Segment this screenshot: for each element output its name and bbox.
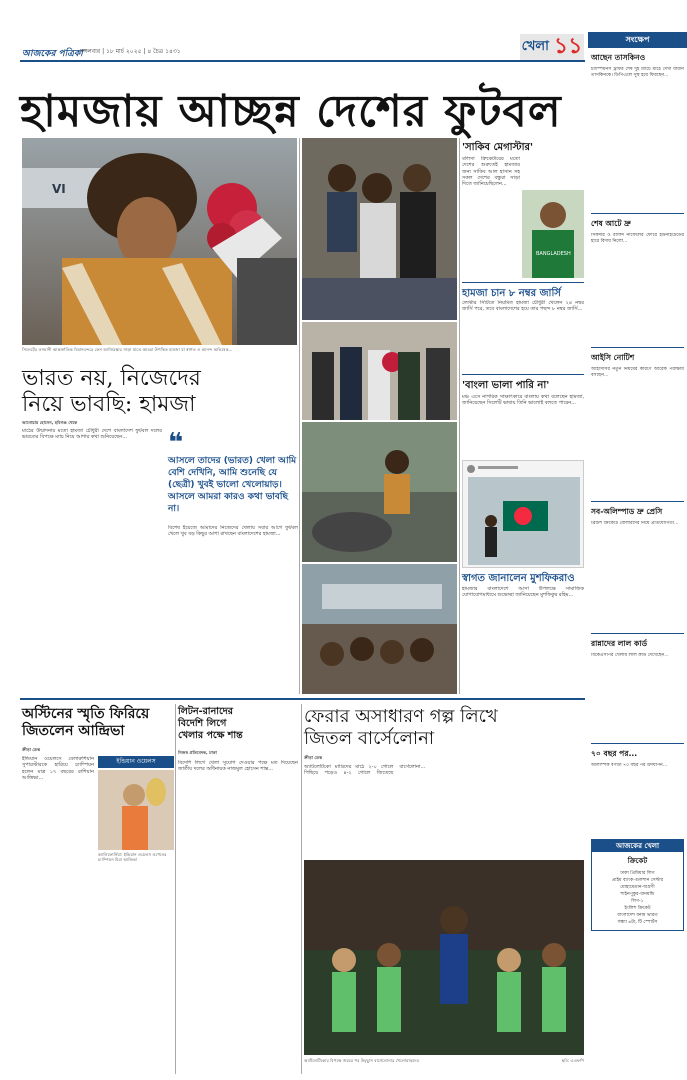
story7-body: বিদেশি লিগে খেলা সুযোগ দেওয়ার পক্ষে মত দিয়েছেন জাতীয় দলের অধিনায়ক নাজমুল হোসেন শান্ত... <box>178 760 298 773</box>
sidebar-item-body: অলিম্পিক বর্ণাঢ্য ৭০ বছর পর উদযাপন... <box>591 763 668 768</box>
story8-byline: ক্রীড়া ডেস্ক <box>304 755 323 760</box>
date-line: মঙ্গলবার | ১৮ মার্চ ২০২৫ | ৪ চৈত্র ১৪৩১ <box>80 48 181 55</box>
story1-body-left: মাঠের উন্মাদনার মতো হামজা চৌধুরী দেশে বাংলাদেশ ফুটবল দলের ভারতের বিপক্ষে ম্যাচ নিয়ে আশার কথা শুনিয়েছেন... <box>22 428 162 441</box>
story5-headline: স্বাগত জানালেন মুশফিকরাও <box>462 573 575 584</box>
main-photo <box>22 138 297 345</box>
svg-text:VI: VI <box>52 182 66 196</box>
story4-headline: 'বাংলা ভালা পারি না' <box>462 380 550 391</box>
story2-headline: 'সাকিব মেগাস্টার' <box>462 142 534 153</box>
sidebar-item-body: ব্রিটিশ ক্রিকেটে বোলারদের নিয়ে প্রতিযোগিতা... <box>591 521 679 526</box>
story8-headline-line2: জিতল বার্সেলোনা <box>304 728 435 749</box>
fixture-item: সন্ধ্যা ৬টা, টি স্পোর্টস <box>617 920 658 925</box>
sidebar-item-body: চ্যাম্পিয়নস ট্রফির শেষ দুই ম্যাচে মাঠে দেখা যায়নি তাসকিনকে। ডিপিএলে সুস্থ হয়ে ফিরছেন... <box>591 67 684 78</box>
sidebar-item-body: সিকদার ও রাফিদ নাফেলের ফোরে ইউনাইটেডের হারে বিদায় নিলো... <box>591 233 684 244</box>
story1-headline-line2: নিয়ে ভাবছি: হামজা <box>22 392 196 417</box>
today-sport: ক্রিকেট <box>627 857 648 865</box>
fixture-item: ইংলিশ ক্রিকেট <box>624 906 651 911</box>
section-label: খেলা <box>521 39 549 54</box>
sidebar-item-title: শেষ আটে দ্রু <box>591 219 631 228</box>
sidebar-separator <box>591 501 684 502</box>
section-rule <box>20 698 585 700</box>
sidebar-separator <box>591 213 684 214</box>
social-post-photo <box>462 460 584 568</box>
story1-headline-line1: ভারত নয়, নিজেদের <box>22 366 201 391</box>
sidebar-item-body: আইসিসির নতুন নিয়মের কারণে আরেক পরীক্ষায় বসছেন... <box>591 367 684 378</box>
andreeva-photo <box>98 770 174 850</box>
quote-icon: ❝ <box>168 428 184 458</box>
col-divider-3 <box>175 704 176 1074</box>
story6-headline-line2: জিতলেন আন্দ্রিভা <box>22 723 125 739</box>
story7-headline-line2: বিদেশি লিগে <box>178 718 227 729</box>
photo-credit: ছবি: এএফপি <box>561 1058 584 1063</box>
sidebar-item-body: বিকেএসপির খেলায় লাল কার্ড দেখেছেন... <box>591 653 669 658</box>
sidebar-item-title: ৭০ বছর পর... <box>591 749 638 758</box>
collage-photo-1 <box>302 138 457 320</box>
sidebar-separator <box>591 633 684 634</box>
today-box <box>591 839 684 931</box>
main-headline: হামজায় আচ্ছন্ন দেশের ফুটবল <box>20 86 562 137</box>
sidebar <box>588 32 687 1080</box>
sidebar-separator <box>591 743 684 744</box>
story2-body: বলিসা ক্রিকেটারের মতো দেশের শুরুতেই হামজার জন্য সাকিব আল হাসান সহ সকল দেশের বন্ধুরা সাড়া দিতে জানিয়েছিলেন... <box>462 156 520 188</box>
story3-body: লেস্টার সিটিতে নিয়মিত হামজা চৌধুরী খেলেন ২৪ নম্বর জার্সি পরে, তবে বাংলাদেশের হয়ে তার পছন্দ ৮ নম্বর জার্সি... <box>462 300 584 313</box>
col-divider-1 <box>299 138 300 694</box>
story4-body: মঞ্চ এসে নাগরিক সাক্ষাৎকারে বাংলায় কথা বলেছেন হামজা, জানিয়েছেন সিলেটি ভাষায় তিনি ভালোই বলতে পারেন... <box>462 394 584 407</box>
sidebar-item-title: রান্নাদের লাল কার্ড <box>591 639 648 648</box>
fixture-item: শাইনপুকুর-ধানমন্ডি <box>620 892 655 897</box>
rule-1 <box>462 282 584 283</box>
collage-photo-4 <box>302 564 457 694</box>
fixtures-list <box>592 870 683 930</box>
story1-body-right: বিশেষ ইয়েজে আমাদের নিজেদের খেলায় সবার আগে ফুটবল খেলে খুব বড় কিছুর আশা রাখছেন বাংলাদেশের হামজা... <box>168 525 298 538</box>
story6-tag: ইন্ডিয়ান ওয়েলস <box>98 756 174 768</box>
fixture-item: লিগ-১ <box>631 899 644 904</box>
story7-byline: নিজস্ব প্রতিবেদক, ঢাকা <box>178 750 217 755</box>
story6-headline <box>22 706 172 740</box>
col-divider-2 <box>459 138 460 694</box>
story1-byline: আনোয়ার হোসেন, হবিগঞ্জ থেকে <box>22 420 78 425</box>
fixture-item: মোহামেডান-অগ্রণী <box>620 885 655 890</box>
story7-headline <box>178 706 298 742</box>
story6-headline-line1: অস্টিনের স্মৃতি ফিরিয়ে <box>22 706 150 722</box>
collage-photo-3 <box>302 422 457 562</box>
story8-headline <box>304 706 584 750</box>
collage-photo-2 <box>302 322 457 420</box>
sidebar-item-title: আছেন তাসকিনও <box>591 53 646 62</box>
fixture-item: ঢাকা প্রিমিয়ার লিগ <box>620 871 655 876</box>
newspaper-name: আজকের পত্রিকা <box>22 49 83 59</box>
svg-text:BANGLADESH: BANGLADESH <box>536 251 571 257</box>
story5-body: হামজার বাংলাদেশে আসা উপলক্ষে সামাজিক যোগাযোগমাধ্যমে শুভেচ্ছা জানিয়েছেন মুশফিকুর রহিম... <box>462 586 584 599</box>
section-box <box>520 34 584 61</box>
sidebar-header: সংক্ষেপ <box>588 32 687 48</box>
page-number: ১১ <box>553 34 583 59</box>
col-divider-4 <box>301 704 302 1074</box>
sidebar-separator <box>591 347 684 348</box>
story6-body: ইন্ডিয়ান ওয়েলসে বেলারুশিয়ান সুপারস্টারকে হারিয়ে চ্যাম্পিয়ন হলেন মাত্র ১৭ বছরের রাশিয়ান আন্দ্রিভা... <box>22 756 94 781</box>
sidebar-item-title: সব-অলিম্পাড দ্রু প্রেসি <box>591 507 663 516</box>
story7-headline-line1: লিটন-রানাদের <box>178 706 234 717</box>
sakib-photo <box>522 190 584 278</box>
rule-2 <box>462 374 584 375</box>
story6-byline: ক্রীড়া ডেস্ক <box>22 747 41 752</box>
sidebar-item-title: আইসি নোটিশ <box>591 353 635 362</box>
fixture-item: বাংলাদেশ বনাম ভারত <box>617 913 658 918</box>
story6-caption: ক্যালিফোর্নিয়া: ইন্ডিয়ান ওয়েলস ওপেনের চ্যাম্পিয়ন মিরা আন্দ্রিভা <box>98 852 167 863</box>
fixture-item: প্রাইম ব্যাংক-গুলশান সেন্টার <box>611 878 664 883</box>
story8-headline-line1: ফেরার অসাধারণ গল্প লিখে <box>304 706 498 727</box>
story7-headline-line3: খেলার পক্ষে শান্ত <box>178 730 243 741</box>
masthead-rule <box>20 60 585 62</box>
story8-caption: অ্যাটলেটিকোর বিপক্ষে জয়ের পর উচ্ছ্বাস বার্সেলোনার খেলোয়াড়দের <box>304 1058 419 1063</box>
main-photo-caption: সিলেটের ওসমানী আন্তর্জাতিক বিমানবন্দরে ফেন আর্জিরস্কার সাড়া যাতে আমরা উপস্থিত হামজা যা স্বাগত ও আনন্দ অভিষেক... <box>22 347 233 352</box>
barcelona-photo <box>304 860 584 1055</box>
today-header: আজকের খেলা <box>592 840 683 852</box>
pull-quote: আসলে তাদের (ভারত) খেলা আমি বেশি দেখিনি, আমি শুনেছি যে (ছেত্রী) খুবই ভালো খেলোয়াড়। আসলে আমরা কারও কথা ভাবছি না। <box>168 456 297 514</box>
story1-headline <box>22 366 297 418</box>
story3-headline: হামজা চান ৮ নম্বর জার্সি <box>462 288 561 299</box>
story8-body: অ্যাটলেটিকো মাদ্রিদের মাঠে ২-০ গোলে পিছিয়ে পড়েও ৪-২ গোলে জিতেছে বার্সেলোনা... <box>304 764 426 777</box>
